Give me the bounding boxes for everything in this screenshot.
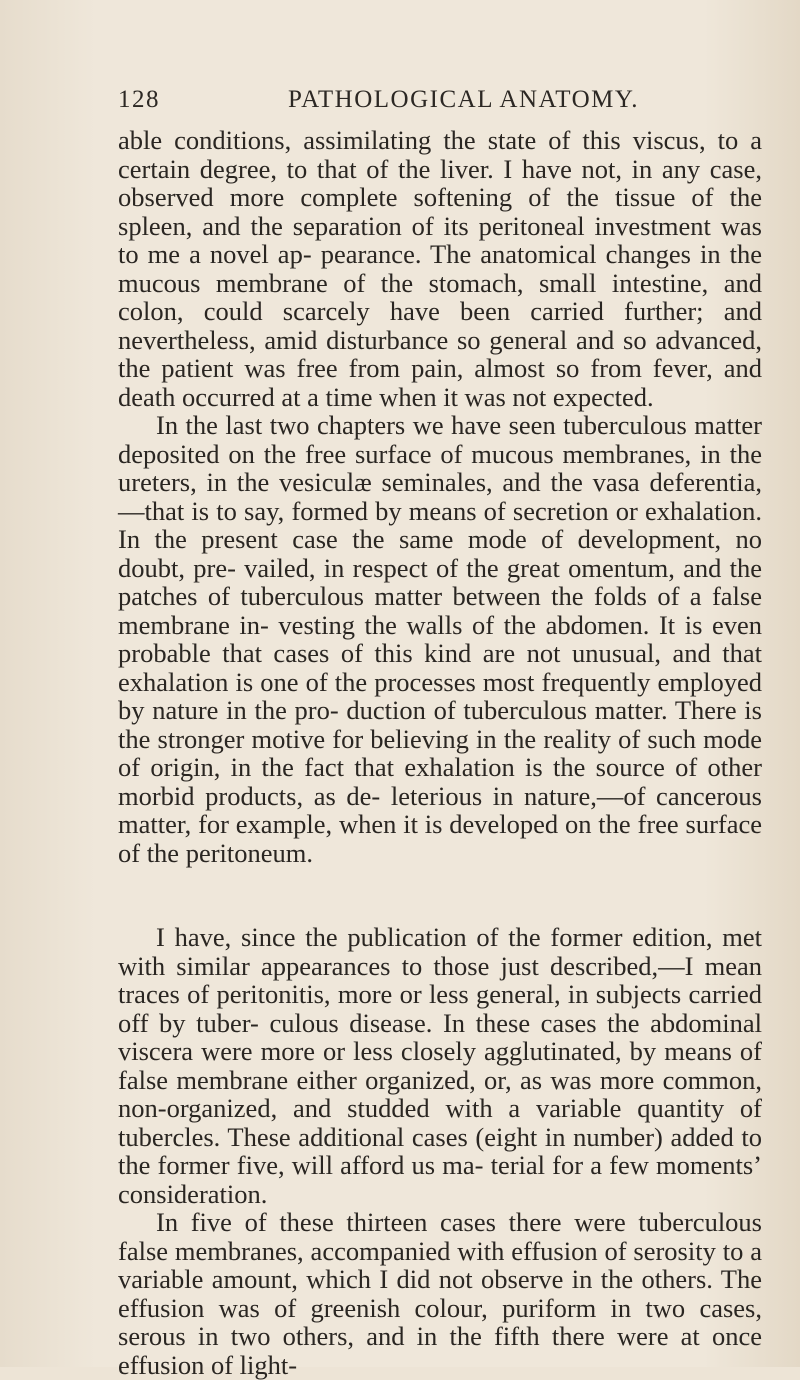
paragraph-thirteen-cases: In five of these thirteen cases there were tuberculous false membranes, accompanied with effusion of serosity to a variable amount, which I did not observe in the others. The effusion was of greenish colour, puriform in two cases, serous in two others, and in the fifth there were at once effusion of light- [118,1207,762,1380]
running-head [118,86,762,126]
running-title: PATHOLOGICAL ANATOMY. [288,86,639,113]
body-text [118,126,762,1379]
page-number: 128 [118,86,160,113]
paragraph-continued: able conditions, assimilating the state of this viscus, to a certain degree, to that of the liver. I have not, in any case, observed more complete softening of the tissue of the spleen, and the separation of its peritoneal investment was to me a novel ap- pearance. The anatomical changes in the mucous membrane of the stomach, small intestine, and colon, could scarcely have been carried further; and nevertheless, amid disturbance so general and so advanced, the patient was free from pain, almost so from fever, and death occurred at a time when it was not expected. [118,125,762,412]
paragraph-former-edition: I have, since the publication of the former edition, met with similar appearances to those just described,—I mean traces of peritonitis, more or less general, in subjects carried off by tuber- culous disease. In these cases the abdominal viscera were more or less closely agglutinated, by means of false membrane either organized, or, as was more common, non-organized, and studded with a variable quantity of tubercles. These additional cases (eight in number) added to the former five, will afford us ma- terial for a few moments’ consideration. [118,922,762,1209]
paragraph-tuberculous-matter: In the last two chapters we have seen tuberculous matter deposited on the free surface of mucous membranes, in the ureters, in the vesiculæ seminales, and the vasa deferentia,—that is to say, formed by means of secretion or exhalation. In the present case the same mode of development, no doubt, pre- vailed, in respect of the great omentum, and the patches of tuberculous matter between the folds of a false membrane in- vesting the walls of the abdomen. It is even probable that cases of this kind are not unusual, and that exhalation is one of the processes most frequently employed by nature in the pro- duction of tuberculous matter. There is the stronger motive for believing in the reality of such mode of origin, in the fact that exhalation is the source of other morbid products, as de- leterious in nature,—of cancerous matter, for example, when it is developed on the free surface of the peritoneum. [118,410,762,868]
